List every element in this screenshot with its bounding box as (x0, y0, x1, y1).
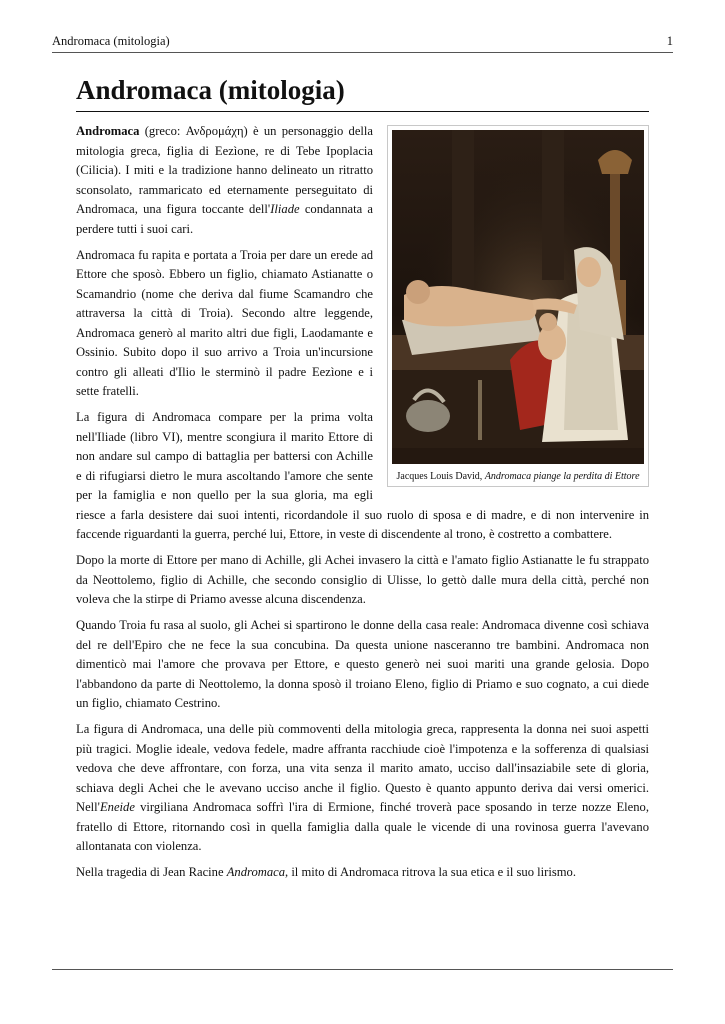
eneide-italic: Eneide (99, 800, 135, 814)
figure-caption (392, 470, 644, 483)
caption-author: Jacques Louis David, (396, 471, 485, 482)
article-body (76, 122, 649, 883)
paragraph-3: La figura di Andromaca compare per la prima volta nell'Iliade (libro VI), mentre scongiura il marito Ettore di non andare sul campo di battaglia per battersi con Achille e di rifugiarsi dietro le mura ascoltando l'amore che sente per la famiglia e non quello per la sua gloria, ma egli riesce a farla desistere dai suoi intenti, ricordandole il suo ruolo di sposa e di madre, e di non intervenire in faccende riguardanti la guerra, perché lui, Ettore, in veste di discendente al trono, è costretto a combattere. (76, 410, 649, 541)
painting-figure (387, 125, 649, 487)
article (76, 72, 649, 889)
paragraph-4: Dopo la morte di Ettore per mano di Achille, gli Achei invasero la città e l'amato figlio Astianatte le fu strappato da Neottolemo, figlio di Achille, che secondo consiglio di Ulisse, lo gettò dalle mura della città, perché non voleva che la stirpe di Priamo avesse alcuna discendenza. (76, 553, 649, 606)
paragraph-7: Nella tragedia di Jean Racine Andromaca, il mito di Andromaca ritrova la sua etica e il suo lirismo. (76, 865, 577, 879)
running-header (52, 34, 673, 53)
paragraph-1: Andromaca (greco: Ανδρομάχη) è un personaggio della mitologia greca, figlia di Eezìone, re di Tebe Ipoplacia (Cilicia). I miti e la tradizione hanno delineato un ritratto sconsolato, rammaricato ed eternamente perseguitato di Andromaca, una figura toccante dell'Iliade condannata a perdere tutti i suoi cari. (76, 124, 373, 236)
page-title: Andromaca (mitologia) (76, 72, 649, 112)
iliade-italic: Iliade (270, 202, 300, 216)
andromaca-italic: Andromaca (226, 865, 286, 879)
paragraph-6: La figura di Andromaca, una delle più commoventi della mitologia greca, rappresenta la donna nei suoi aspetti più tragici. Moglie ideale, vedova fedele, madre affranta racchiude cioè l'impotenza e la sofferenza di qualsiasi vedova che deve affrontare, con forza, una vita senza il marito amato, ucciso dall'insaziabile sete di gloria, schiava degli Achei che le avevano ucciso anche il figlio. Questo è quanto appunto deriva dai versi omerici. Nell'Eneide virgiliana Andromaca soffrì l'ira di Ermione, finché troverà pace sposando in terze nozze Eleno, fratello di Ettore, ritornando così in quella famiglia dalla quale le vicende di una rovinosa guerra l'avevano allontanata con violenza. (76, 722, 649, 853)
painting-image (392, 130, 644, 464)
footer-rule (52, 969, 673, 970)
caption-title: Andromaca piange la perdita di Ettore (484, 471, 640, 482)
lead-bold-term: Andromaca (76, 124, 140, 138)
running-title: Andromaca (mitologia) (52, 34, 170, 48)
page-number: 1 (666, 34, 673, 48)
paragraph-5: Quando Troia fu rasa al suolo, gli Achei si spartirono le donne della casa reale: Andromaca divenne così schiava del re dell'Epiro che ne fece la sua concubina. Da questa unione nasceranno tre bambini. Andromaca non dimenticò mai l'amore che provava per Ettore, e questo generò nei suoi mariti una grande gelosia. Dopo l'abbandono da parte di Neottolemo, la donna sposò il troiano Eleno, figlio di Priamo e suo cognato, a cui diede un figlio, chiamato Cestrino. (76, 618, 649, 710)
paragraph-2: Andromaca fu rapita e portata a Troia per dare un erede ad Ettore che sposò. Ebbero un figlio, chiamato Astianatte o Scamandrio (nome che deriva dal fiume Scamandro che attraversa la città di Troia). Secondo altre leggende, Andromaca generò al marito altri due figli, Laodamante e Ossinio. Subito dopo il suo arrivo a Troia un'incursione contro gli alleati d'Ilio le sterminò il padre Eezìone e i sette fratelli. (76, 247, 373, 398)
